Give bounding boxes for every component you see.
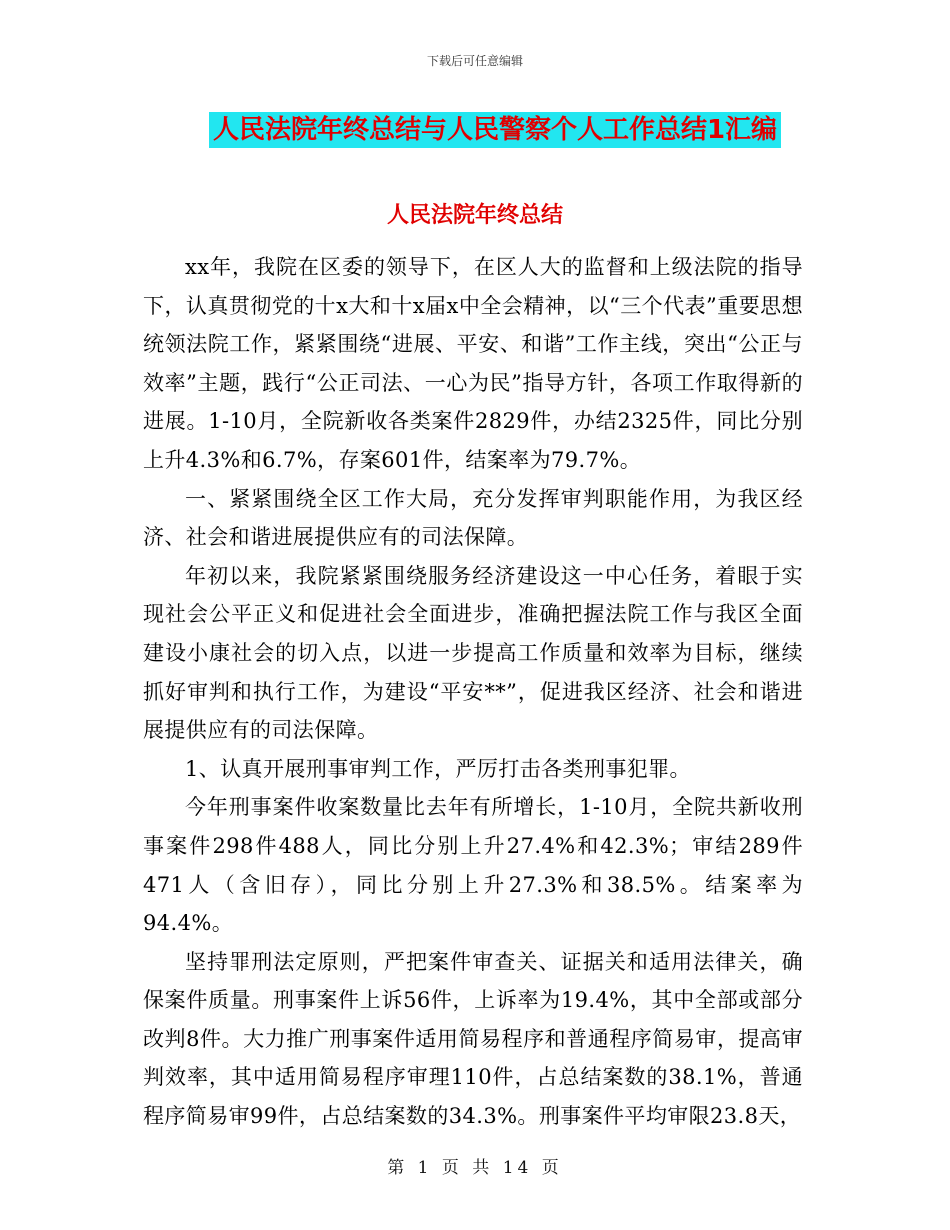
document-title-container [0, 112, 950, 148]
page-footer: 第 1 页 共 14 页 [387, 1158, 563, 1178]
body-content [143, 248, 803, 1136]
paragraph: xx年，我院在区委的领导下，在区人大的监督和上级法院的指导下，认真贯彻党的十x大和十x届x中全会精神，以“三个代表”重要思想统领法院工作，紧紧围绕“进展、平安、和谐”工作主线，突出“公正与效率”主题，践行“公正司法、一心为民”指导方针，各项工作取得新的进展。1-10月，全院新收各类案件2829件，办结2325件，同比分别上升4.3%和6.7%，存案601件，结案率为79.7%。 [143, 255, 803, 472]
paragraph: 年初以来，我院紧紧围绕服务经济建设这一中心任务，着眼于实现社会公平正义和促进社会全面进步，准确把握法院工作与我区全面建设小康社会的切入点，以进一步提高工作质量和效率为目标，继续抓好审判和执行工作，为建设“平安**”，促进我区经济、社会和谐进展提供应有的司法保障。 [143, 563, 803, 743]
paragraph: 一、紧紧围绕全区工作大局，充分发挥审判职能作用，为我区经济、社会和谐进展提供应有的司法保障。 [143, 486, 803, 550]
section-title: 人民法院年终总结 [386, 203, 563, 228]
paragraph: 今年刑事案件收案数量比去年有所增长，1-10月，全院共新收刑事案件298件488人，同比分别上升27.4%和42.3%；审结289件471人（含旧存），同比分别上升27.3%和38.5%。结案率为94.4%。 [143, 795, 803, 936]
header-note: 下载后可任意编辑 [426, 54, 523, 68]
document-title: 人民法院年终总结与人民警察个人工作总结1汇编 [209, 112, 781, 148]
paragraph: 坚持罪刑法定原则，严把案件审查关、证据关和适用法律关，确保案件质量。刑事案件上诉56件，上诉率为19.4%，其中全部或部分改判8件。大力推广刑事案件适用简易程序和普通程序简易审，提高审判效率，其中适用简易程序审理110件，占总结案数的38.1%，普通程序简易审99件，占总结案数的34.3%。刑事案件平均审限23.8天， [143, 949, 803, 1129]
paragraph: 1、认真开展刑事审判工作，严厉打击各类刑事犯罪。 [185, 756, 691, 781]
